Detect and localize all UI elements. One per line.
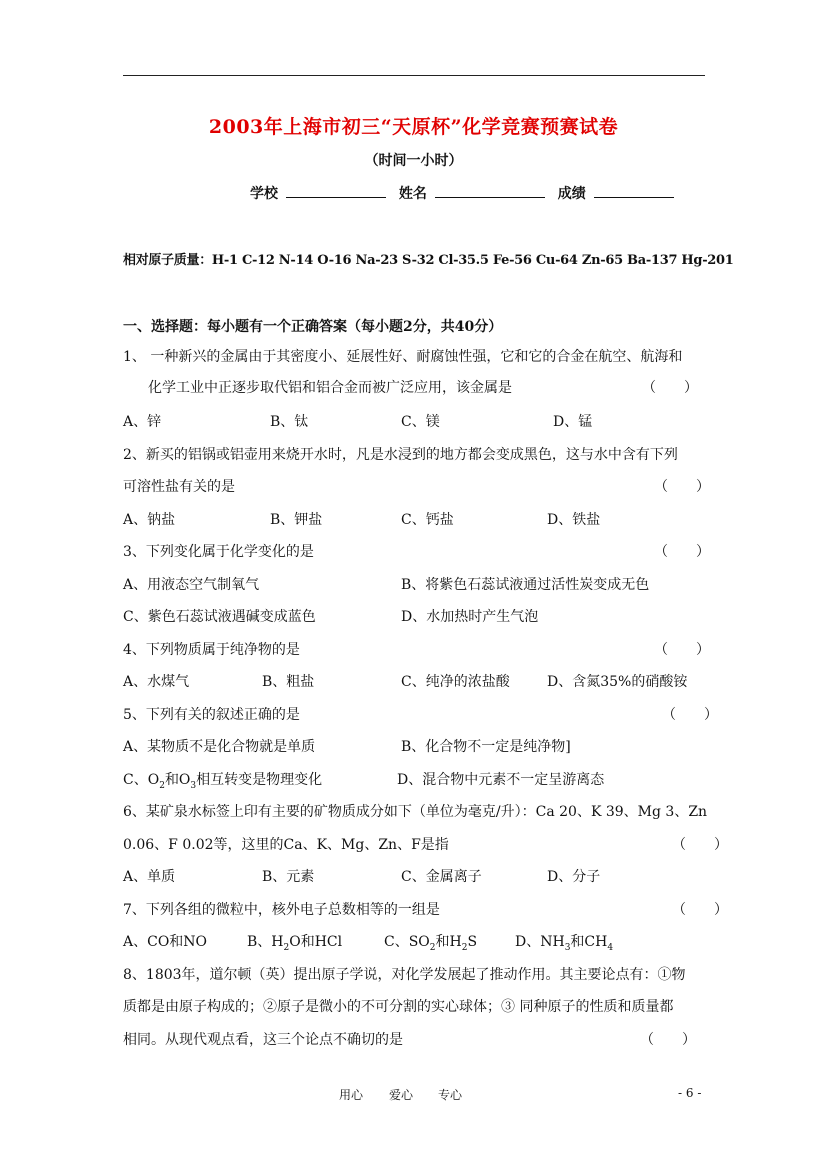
q7b-text2: O和HCl <box>289 934 343 950</box>
q1-line2: 化学工业中正逐步取代铝和铝合金而被广泛应用，该金属是 <box>148 380 512 396</box>
q1-option-d[interactable]: D、锰 <box>553 414 593 430</box>
q6-option-c[interactable]: C、金属离子 <box>401 869 482 885</box>
q7b-text1: B、H <box>247 934 284 950</box>
q2-answer-blank[interactable]: （ ） <box>654 479 710 495</box>
q7d-sub1: 3 <box>564 942 571 953</box>
q1-option-b[interactable]: B、钛 <box>270 414 309 430</box>
score-label: 成绩 <box>557 186 586 202</box>
q1-option-c[interactable]: C、镁 <box>401 414 440 430</box>
q6-option-b[interactable]: B、元素 <box>262 869 315 885</box>
q4-answer-blank[interactable]: （ ） <box>654 642 710 658</box>
exam-title: 2003年上海市初三“天原杯”化学竞赛预赛试卷 <box>208 116 619 138</box>
q6-line1: 6、某矿泉水标签上印有主要的矿物质成分如下（单位为毫克/升）：Ca 20、K 39、Mg 3、Zn <box>123 804 708 820</box>
q7-option-d[interactable] <box>515 931 613 953</box>
q2-option-d[interactable]: D、铁盐 <box>547 512 601 528</box>
q5c-text2: 和O <box>164 772 191 788</box>
q5-option-d[interactable]: D、混合物中元素不一定呈游离态 <box>397 772 605 788</box>
q7c-text1: C、SO <box>384 934 430 950</box>
q3-option-c[interactable]: C、紫色石蕊试液遇碱变成蓝色 <box>123 609 316 625</box>
exam-time: （时间一小时） <box>364 153 463 169</box>
q7-option-c[interactable] <box>384 931 477 953</box>
q5c-text1: C、O <box>123 772 160 788</box>
q5c-text3: 相互转变是物理变化 <box>196 772 323 788</box>
school-label: 学校 <box>250 186 278 202</box>
q5-line1: 5、下列有关的叙述正确的是 <box>123 707 300 723</box>
q8-line2: 质都是由原子构成的；②原子是微小的不可分割的实心球体；③ 同种原子的性质和质量都 <box>123 999 674 1015</box>
q3-option-d[interactable]: D、水加热时产生气泡 <box>401 609 539 625</box>
q2-line2: 可溶性盐有关的是 <box>123 479 235 495</box>
q1-answer-blank[interactable]: （ ） <box>642 380 698 396</box>
q7d-sub2: 4 <box>607 942 614 953</box>
q7-option-b[interactable] <box>247 931 342 953</box>
q3-line1: 3、下列变化属于化学变化的是 <box>123 544 314 560</box>
q1-line1: 1、 一种新兴的金属由于其密度小、延展性好、耐腐蚀性强，它和它的合金在航空、航海和 <box>123 349 683 365</box>
section-heading: 一、选择题：每小题有一个正确答案（每小题2分，共40分） <box>123 319 503 335</box>
q5c-sub2: 3 <box>190 780 197 791</box>
q7d-text2: 和CH <box>570 934 608 950</box>
q6-line2: 0.06、F 0.02等，这里的Ca、K、Mg、Zn、F是指 <box>123 837 449 853</box>
q5-answer-blank[interactable]: （ ） <box>662 707 718 723</box>
q8-line1: 8、1803年，道尔顿（英）提出原子学说，对化学发展起了推动作用。其主要论点有：①物 <box>123 967 686 983</box>
q4-option-a[interactable]: A、水煤气 <box>123 674 190 690</box>
q2-option-a[interactable]: A、钠盐 <box>123 512 176 528</box>
q7b-sub: 2 <box>283 942 290 953</box>
q7d-text1: D、NH <box>515 934 565 950</box>
q2-line1: 2、新买的铝锅或铝壶用来烧开水时，凡是水浸到的地方都会变成黑色，这与水中含有下列 <box>123 447 678 463</box>
q7c-text2: 和H <box>435 934 462 950</box>
score-field[interactable] <box>594 183 674 198</box>
q7c-text3: S <box>467 934 478 950</box>
header-rule <box>123 75 705 76</box>
q7c-sub1: 2 <box>429 942 436 953</box>
atomic-masses: 相对原子质量：H-1 C-12 N-14 O-16 Na-23 S-32 Cl-35.5 Fe-56 Cu-64 Zn-65 Ba-137 Hg-201 <box>123 253 734 268</box>
q6-option-a[interactable]: A、单质 <box>123 869 176 885</box>
q8-answer-blank[interactable]: （ ） <box>640 1032 696 1048</box>
q2-option-c[interactable]: C、钙盐 <box>401 512 454 528</box>
q7-answer-blank[interactable]: （ ） <box>672 902 728 918</box>
q7-option-a[interactable]: A、CO和NO <box>123 934 208 950</box>
q8-line3: 相同。从现代观点看，这三个论点不确切的是 <box>123 1032 403 1048</box>
q4-option-c[interactable]: C、纯净的浓盐酸 <box>401 674 510 690</box>
q4-option-b[interactable]: B、粗盐 <box>262 674 315 690</box>
school-field[interactable] <box>286 183 386 198</box>
student-info-line <box>250 183 682 203</box>
footer-motto-2: 爱心 <box>389 1088 414 1102</box>
name-field[interactable] <box>435 183 545 198</box>
q2-option-b[interactable]: B、钾盐 <box>270 512 323 528</box>
q4-line1: 4、下列物质属于纯净物的是 <box>123 642 300 658</box>
q7c-sub2: 2 <box>461 942 468 953</box>
q5-option-b[interactable]: B、化合物不一定是纯净物] <box>401 739 571 755</box>
q1-option-a[interactable]: A、锌 <box>123 414 162 430</box>
q3-option-a[interactable]: A、用液态空气制氧气 <box>123 577 260 593</box>
q6-answer-blank[interactable]: （ ） <box>672 837 728 853</box>
q3-option-b[interactable]: B、将紫色石蕊试液通过活性炭变成无色 <box>401 577 650 593</box>
page-number: - 6 - <box>678 1086 702 1100</box>
footer-motto-3: 专心 <box>438 1088 463 1102</box>
q5c-sub1: 2 <box>159 780 165 791</box>
q6-option-d[interactable]: D、分子 <box>547 869 601 885</box>
footer-motto-1: 用心 <box>339 1088 364 1102</box>
q5-option-a[interactable]: A、某物质不是化合物就是单质 <box>123 739 316 755</box>
q3-answer-blank[interactable]: （ ） <box>654 544 710 560</box>
q4-option-d[interactable]: D、含氮35%的硝酸铵 <box>547 674 688 690</box>
name-label: 姓名 <box>398 186 427 202</box>
q5-option-c[interactable] <box>123 769 322 791</box>
q7-line1: 7、下列各组的微粒中，核外电子总数相等的一组是 <box>123 902 440 918</box>
